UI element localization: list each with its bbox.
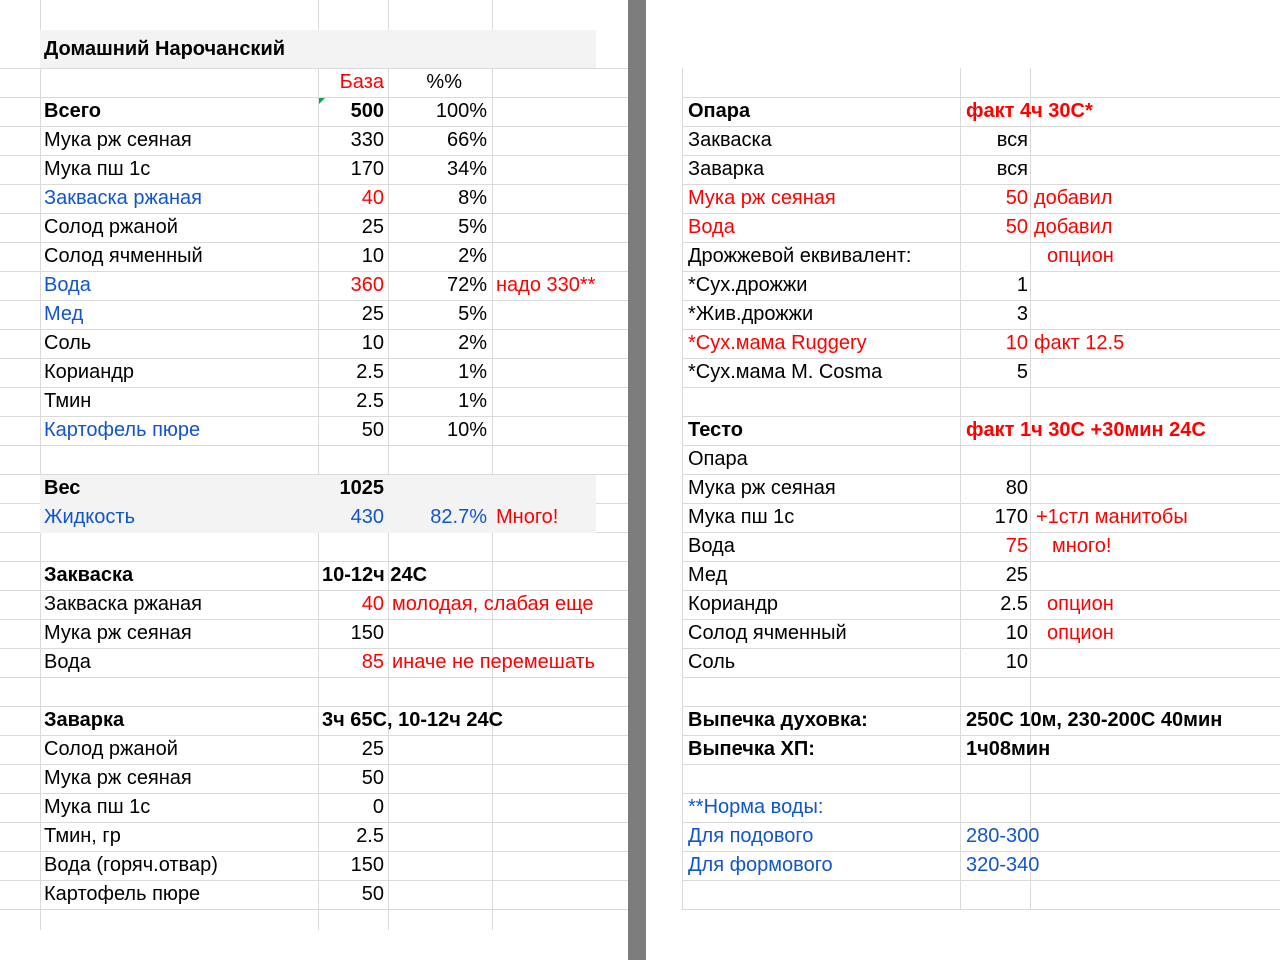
water-norm-hearth-value[interactable]: 280-300 xyxy=(966,825,1040,847)
ingredient-pct[interactable]: 72% xyxy=(446,274,487,296)
ingredient-value[interactable]: 10 xyxy=(361,245,384,267)
grid-hline xyxy=(682,909,1280,910)
starter-row-value[interactable]: 150 xyxy=(350,622,384,644)
dough-row-note[interactable]: +1стл манитобы xyxy=(1036,506,1188,528)
ingredient-pct[interactable]: 34% xyxy=(446,158,487,180)
recipe-title[interactable]: Домашний Нарочанский xyxy=(44,38,286,60)
ingredient-value[interactable]: 25 xyxy=(361,303,384,325)
total-value[interactable]: 500 xyxy=(350,100,384,122)
grid-hline xyxy=(0,329,628,330)
ingredient-pct[interactable]: 2% xyxy=(458,332,487,354)
brew-row-value[interactable]: 150 xyxy=(350,854,384,876)
liquid-label[interactable]: Жидкость xyxy=(44,506,135,528)
sponge-row-value[interactable]: 10 xyxy=(1005,332,1028,354)
sponge-row-value[interactable]: вся xyxy=(996,129,1028,151)
grid-vline xyxy=(682,68,683,910)
dough-row-value[interactable]: 25 xyxy=(1005,564,1028,586)
ingredient-label[interactable]: Мука рж сеяная xyxy=(44,129,192,151)
baking-bm-value[interactable]: 1ч08мин xyxy=(966,738,1051,760)
grid-hline xyxy=(682,387,1280,388)
baking-bm-label[interactable]: Выпечка ХП: xyxy=(688,738,815,760)
ingredient-label[interactable]: Закваска ржаная xyxy=(44,187,202,209)
starter-time[interactable]: 10-12ч 24С xyxy=(322,564,428,586)
grid-hline xyxy=(0,387,628,388)
grid-vline xyxy=(40,0,41,930)
ingredient-label[interactable]: Кориандр xyxy=(44,361,135,383)
brew-row-value[interactable]: 0 xyxy=(372,796,384,818)
starter-label[interactable]: Закваска xyxy=(44,564,134,586)
grid-hline xyxy=(0,445,628,446)
header-pct[interactable]: %% xyxy=(426,71,462,93)
grid-hline xyxy=(0,68,628,69)
ingredient-pct[interactable]: 5% xyxy=(458,303,487,325)
ingredient-value[interactable]: 25 xyxy=(361,216,384,238)
ingredient-label[interactable]: Вода xyxy=(44,274,91,296)
dough-row-label[interactable]: Мука рж сеяная xyxy=(688,477,836,499)
dough-row-note[interactable]: много! xyxy=(1052,535,1112,557)
grid-hline xyxy=(0,677,628,678)
grid-hline xyxy=(0,909,628,910)
total-label[interactable]: Всего xyxy=(44,100,101,122)
dough-row-value[interactable]: 2.5 xyxy=(1000,593,1028,615)
ingredient-value[interactable]: 50 xyxy=(361,419,384,441)
brew-row-value[interactable]: 25 xyxy=(361,738,384,760)
ingredient-label[interactable]: Мука пш 1с xyxy=(44,158,151,180)
dough-row-label[interactable]: Вода xyxy=(688,535,735,557)
sponge-row-value[interactable]: 50 xyxy=(1005,187,1028,209)
sponge-row-note[interactable]: добавил xyxy=(1034,216,1113,238)
ingredient-note[interactable]: надо 330** xyxy=(496,274,596,296)
dough-row-label[interactable]: Мед xyxy=(688,564,728,586)
dough-row-value[interactable]: 170 xyxy=(994,506,1028,528)
ingredient-label[interactable]: Тмин xyxy=(44,390,92,412)
ingredient-pct[interactable]: 66% xyxy=(446,129,487,151)
ingredient-label[interactable]: Солод ячменный xyxy=(44,245,203,267)
water-norm-pan-label[interactable]: Для формового xyxy=(688,854,833,876)
starter-row-label[interactable]: Мука рж сеяная xyxy=(44,622,192,644)
ingredient-pct[interactable]: 10% xyxy=(446,419,487,441)
liquid-pct[interactable]: 82.7% xyxy=(430,506,487,528)
dough-row-label[interactable]: Мука пш 1с xyxy=(688,506,795,528)
ingredient-value[interactable]: 330 xyxy=(350,129,384,151)
dough-row-value[interactable]: 10 xyxy=(1005,651,1028,673)
ingredient-label[interactable]: Мед xyxy=(44,303,84,325)
dough-row-label[interactable]: Соль xyxy=(688,651,736,673)
dough-row-label[interactable]: Кориандр xyxy=(688,593,779,615)
liquid-value[interactable]: 430 xyxy=(350,506,384,528)
sponge-row-label[interactable]: Закваска xyxy=(688,129,772,151)
sponge-row-label[interactable]: Мука рж сеяная xyxy=(688,187,836,209)
ingredient-pct[interactable]: 8% xyxy=(458,187,487,209)
water-norm-pan-value[interactable]: 320-340 xyxy=(966,854,1040,876)
sponge-row-label[interactable]: Вода xyxy=(688,216,735,238)
header-base[interactable]: База xyxy=(339,71,384,93)
grid-hline xyxy=(682,880,1280,881)
dough-row-label[interactable]: Опара xyxy=(688,448,748,470)
sponge-row-label[interactable]: *Жив.дрожжи xyxy=(688,303,814,325)
sponge-row-label[interactable]: *Сух.мама Ruggery xyxy=(688,332,867,354)
grid-vline xyxy=(960,68,961,910)
grid-vline xyxy=(1030,68,1031,910)
baking-oven-value[interactable]: 250С 10м, 230-200С 40мин xyxy=(966,709,1223,731)
brew-time[interactable]: 3ч 65С, 10-12ч 24С xyxy=(322,709,504,731)
sponge-row-value[interactable]: 5 xyxy=(1016,361,1028,383)
sponge-row-value[interactable]: 3 xyxy=(1016,303,1028,325)
ingredient-value[interactable]: 10 xyxy=(361,332,384,354)
brew-row-label[interactable]: Мука рж сеяная xyxy=(44,767,192,789)
ingredient-pct[interactable]: 1% xyxy=(458,361,487,383)
sponge-row-label[interactable]: Дрожжевой еквивалент: xyxy=(688,245,912,267)
dough-row-label[interactable]: Солод ячменный xyxy=(688,622,847,644)
grid-hline xyxy=(682,677,1280,678)
brew-row-value[interactable]: 50 xyxy=(361,883,384,905)
weight-value[interactable]: 1025 xyxy=(339,477,384,499)
sheet-divider xyxy=(628,0,646,960)
dough-row-value[interactable]: 75 xyxy=(1005,535,1028,557)
brew-row-label[interactable]: Вода (горяч.отвар) xyxy=(44,854,218,876)
sponge-row-value[interactable]: вся xyxy=(996,158,1028,180)
ingredient-pct[interactable]: 5% xyxy=(458,216,487,238)
ingredient-value[interactable]: 40 xyxy=(361,187,384,209)
dough-row-value[interactable]: 80 xyxy=(1005,477,1028,499)
brew-row-label[interactable]: Картофель пюре xyxy=(44,883,201,905)
brew-row-label[interactable]: Мука пш 1с xyxy=(44,796,151,818)
ingredient-value[interactable]: 2.5 xyxy=(356,390,384,412)
grid-vline xyxy=(318,0,319,930)
ingredient-label[interactable]: Солод ржаной xyxy=(44,216,178,238)
ingredient-value[interactable]: 170 xyxy=(350,158,384,180)
brew-row-value[interactable]: 50 xyxy=(361,767,384,789)
brew-label[interactable]: Заварка xyxy=(44,709,125,731)
sponge-label[interactable]: Опара xyxy=(688,100,751,122)
dough-fact[interactable]: факт 1ч 30С +30мин 24С xyxy=(966,419,1206,441)
sponge-row-value[interactable]: 1 xyxy=(1016,274,1028,296)
ingredient-value[interactable]: 360 xyxy=(350,274,384,296)
water-norm-hearth-label[interactable]: Для подового xyxy=(688,825,814,847)
total-pct[interactable]: 100% xyxy=(435,100,487,122)
sponge-row-note[interactable]: добавил xyxy=(1034,187,1113,209)
ingredient-pct[interactable]: 1% xyxy=(458,390,487,412)
starter-row-note[interactable]: иначе не перемешать xyxy=(392,651,596,673)
starter-row-value[interactable]: 85 xyxy=(361,651,384,673)
dough-label[interactable]: Тесто xyxy=(688,419,743,441)
grid-hline xyxy=(0,300,628,301)
dough-row-note[interactable]: опцион xyxy=(1047,593,1114,615)
ingredient-value[interactable]: 2.5 xyxy=(356,361,384,383)
sponge-row-label[interactable]: Заварка xyxy=(688,158,765,180)
grid-hline xyxy=(682,764,1280,765)
starter-row-value[interactable]: 40 xyxy=(361,593,384,615)
ingredient-pct[interactable]: 2% xyxy=(458,245,487,267)
starter-row-label[interactable]: Закваска ржаная xyxy=(44,593,202,615)
dough-row-value[interactable]: 10 xyxy=(1005,622,1028,644)
sponge-row-note[interactable]: факт 12.5 xyxy=(1034,332,1125,354)
ingredient-label[interactable]: Картофель пюре xyxy=(44,419,201,441)
brew-row-value[interactable]: 2.5 xyxy=(356,825,384,847)
sponge-row-label[interactable]: *Сух.мама M. Cosma xyxy=(688,361,883,383)
weight-label[interactable]: Вес xyxy=(44,477,81,499)
brew-row-label[interactable]: Солод ржаной xyxy=(44,738,178,760)
baking-oven-label[interactable]: Выпечка духовка: xyxy=(688,709,868,731)
sponge-row-label[interactable]: *Сух.дрожжи xyxy=(688,274,808,296)
grid-hline xyxy=(682,445,1280,446)
starter-row-note[interactable]: молодая, слабая еще xyxy=(392,593,594,615)
sponge-row-note[interactable]: опцион xyxy=(1047,245,1114,267)
liquid-note[interactable]: Много! xyxy=(496,506,559,528)
grid-vline xyxy=(492,0,493,930)
brew-row-label[interactable]: Тмин, гр xyxy=(44,825,121,847)
water-norm-title[interactable]: **Норма воды: xyxy=(688,796,824,818)
dough-row-note[interactable]: опцион xyxy=(1047,622,1114,644)
sponge-row-value[interactable]: 50 xyxy=(1005,216,1028,238)
grid-vline xyxy=(388,0,389,930)
sponge-fact[interactable]: факт 4ч 30С* xyxy=(966,100,1093,122)
starter-row-label[interactable]: Вода xyxy=(44,651,91,673)
ingredient-label[interactable]: Соль xyxy=(44,332,92,354)
